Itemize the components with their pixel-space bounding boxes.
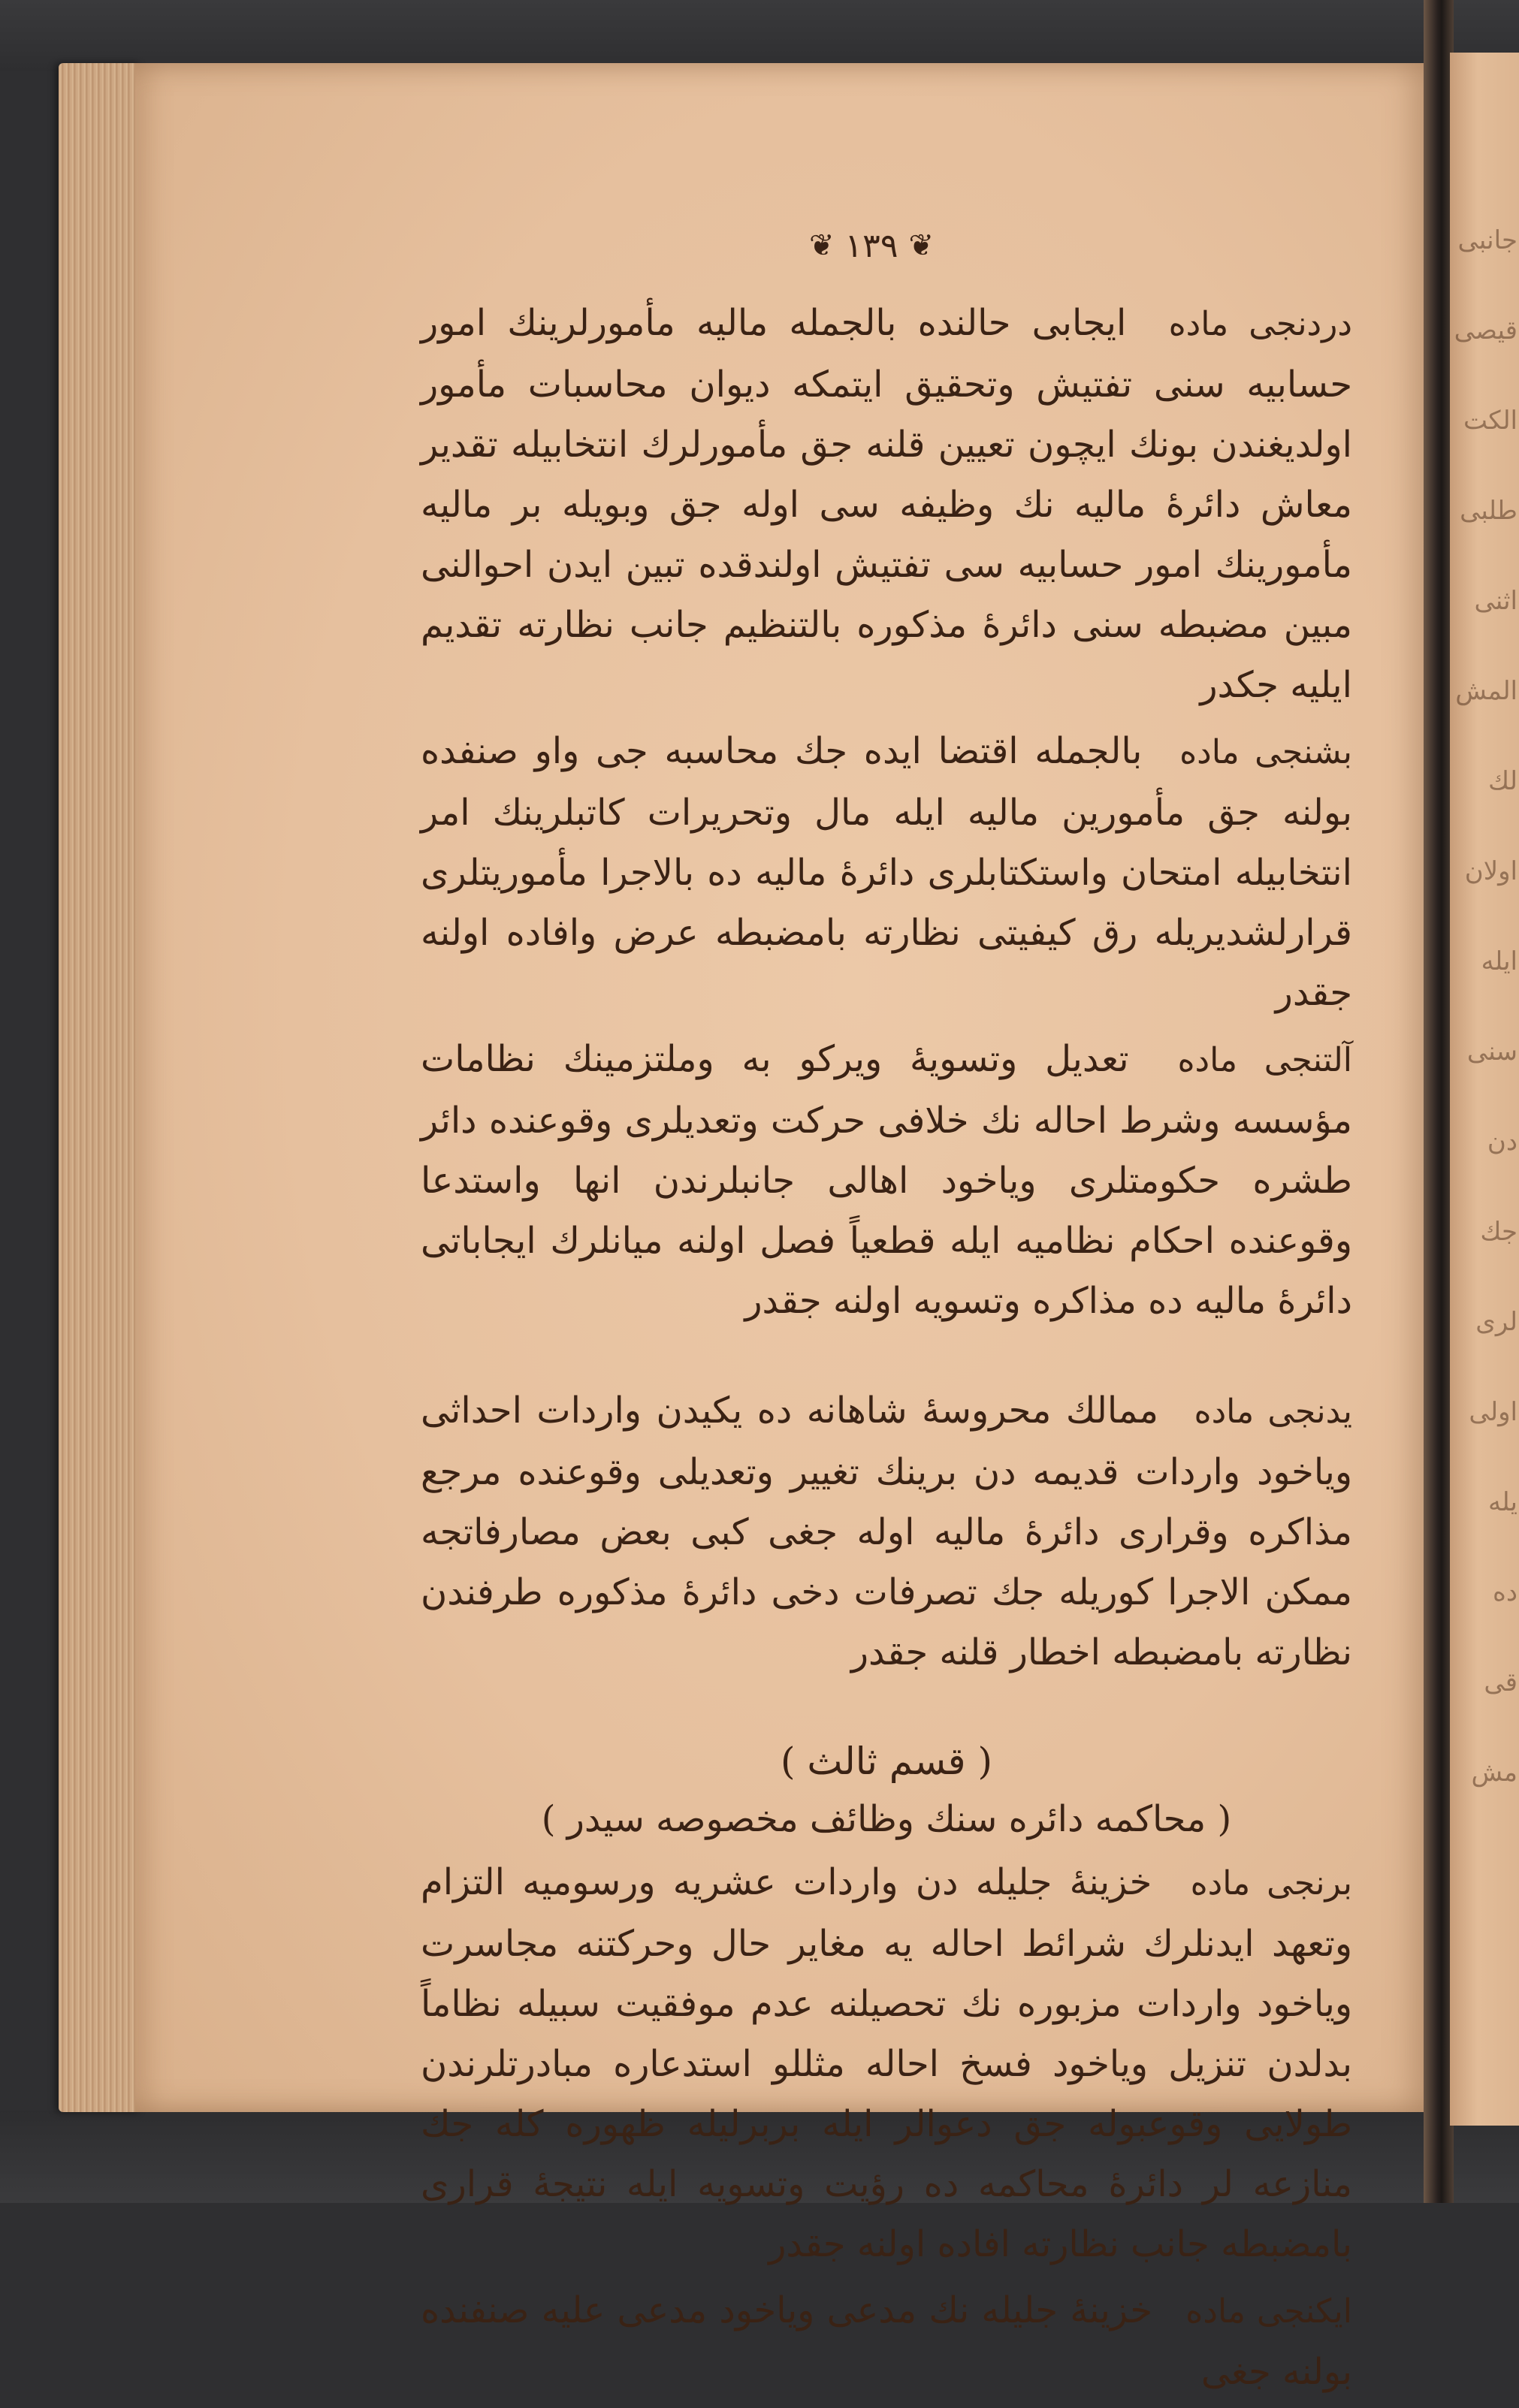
article-text: ایجابی حالنده بالجمله مالیه مأمورلرینك امور حسابیه سنی تفتیش وتحقیق ایتمکه دیوان محاسبات مأمور اولدیغندن بونك ایچون تعیین قلنه جق مأمورلرك انتخابیله تقدیر معاش دائرهٔ مالیه نك وظیفه سی اوله جق وبویله بر مالیه مأمورینك امور حسابیه سی تفتیش اولندقده تبین ایدن احوالنی مبین مضبطه سنی دائرهٔ مذکوره بالتنظیم جانب نظارته تقدیم ایلیه جکدر [421,302,1352,706]
article-paragraph [421,1852,1352,2274]
article-text: خزینهٔ جلیله دن واردات عشریه ورسومیه التزام وتعهد ایدنلرك شرائط احاله یه مغایر حال وحرکتنه مجاسرت ویاخود واردات مزبوره نك تحصیلنه عدم موفقیت سبیله نظاماً بدلدن تنزیل ویاخود فسخ احاله مثللو استدعاره مبادرتلرندن طولایی وقوعبوله جق دعوالر ایله بربرلیله ظهوره کله جك منازعه لر دائرهٔ محاکمه ده رؤیت وتسویه ایله نتیجهٔ قراری بامضبطه جانب نظارته افاده اولنه جقدر [421,1861,1352,2265]
article-paragraph [421,293,1352,715]
article-text: بالجمله اقتضا ایده جك محاسبه جی واو صنفده بولنه جق مأمورین مالیه ایله مال وتحریرات کاتبلرینك امر انتخابیله امتحان واستکتابلری دائرهٔ مالیه ده بالاجرا مأموریتلری قرارلشدیریله رق کیفیتی نظارته بامضبطه عرض وافاده اولنه جقدر [421,730,1352,1014]
article-heading: برنجی ماده [1190,1864,1353,1903]
scan-background-top [0,0,1519,71]
article-heading: آلتنجی ماده [1177,1041,1352,1079]
article-paragraph [421,721,1352,1023]
ornament-right-icon: ❦ [908,228,934,263]
article-paragraph [421,1381,1352,1682]
book-page-edges [59,63,141,2112]
section-subtitle: ( محاکمه دائره سنك وظائف مخصوصه سیدر ) [541,1798,1232,1840]
page-body [421,210,1352,2408]
article-text: ممالك محروسهٔ شاهانه ده یکیدن واردات احداثی ویاخود واردات قدیمه دن برینك تغییر وتعدیلی وقوعنده مرجع مذاکره وقراری دائرهٔ مالیه اوله جغی کبی بعض مصارفاتجه ممکن الاجرا کوریله جك تصرفات دخی دائرهٔ مذکوره طرفندن نظارته بامضبطه اخطار قلنه جقدر [421,1390,1352,1673]
article-paragraph [421,1029,1352,1331]
article-text: خزینهٔ جلیله نك مدعی ویاخود مدعی علیه صنفنده بولنه جغی [421,2289,1352,2393]
facing-page-text-fragments: جانبی قیصی الکت طلبی اثنی المش لك اولان ایله سنی دن جك لری اولی یله ده قی مش [1454,225,1517,1788]
book-gutter [1424,0,1454,2203]
section-title: ( قسم ثالث ) [781,1740,992,1783]
article-heading: دردنجی ماده [1168,305,1352,343]
article-paragraph [421,2280,1352,2402]
article-heading: ایکنجی ماده [1185,2292,1352,2331]
article-heading: بشنجی ماده [1179,733,1353,771]
ornament-left-icon: ❦ [809,228,835,263]
page-number: ١٣٩ [844,226,898,265]
article-heading: یدنجی ماده [1194,1393,1353,1431]
article-text: تعدیل وتسویهٔ ویرکو به وملتزمینك نظامات مؤسسه وشرط احاله نك خلافی حرکت وتعدیلری وقوعنده دائر طشره حکومتلری ویاخود اهالی جانبلرندن انها واستدعا وقوعنده احکام نظامیه ایله قطعیاً فصل اولنه میانلرك ایجاباتی دائرهٔ مالیه ده مذاکره وتسویه اولنه جقدر [421,1038,1352,1322]
